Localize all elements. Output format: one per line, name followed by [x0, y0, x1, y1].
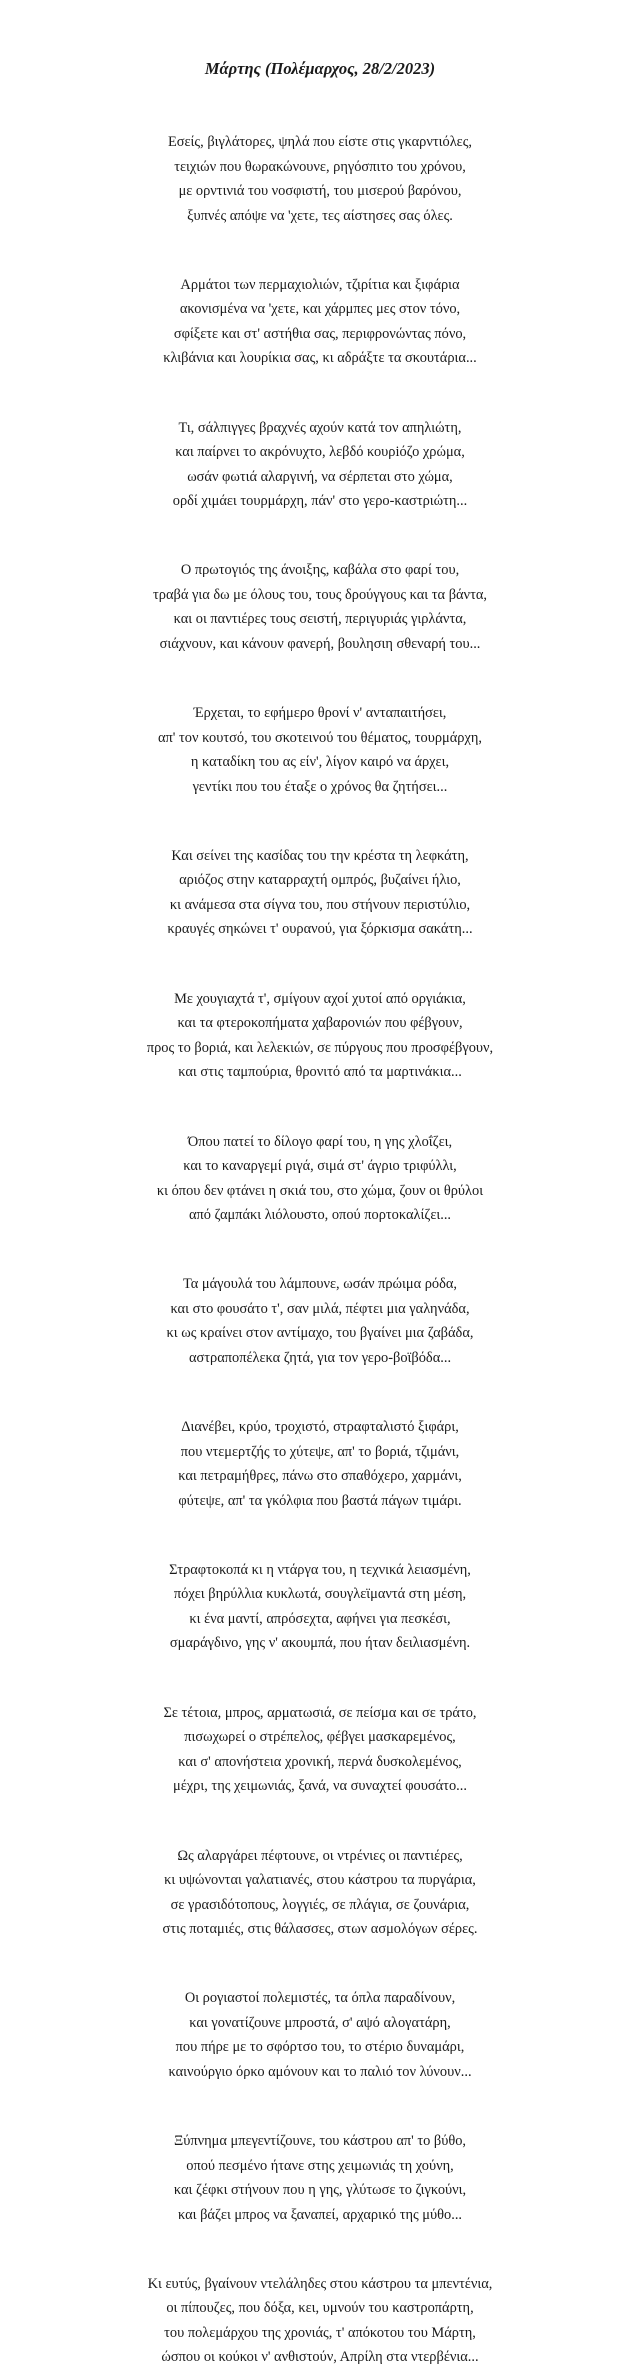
- verse-line: αστραποπέλεκα ζητά, για τον γερο-βοϊβόδα...: [188, 1349, 452, 1366]
- stanza: [0, 987, 640, 1085]
- poem-title: Μάρτης (Πολέμαρχος, 28/2/2023): [204, 59, 436, 78]
- verse-line: Οι ρογιαστοί πολεμιστές, τα όπλα παραδίνουν,: [184, 1990, 456, 2007]
- verse-line: και πετραμήθρες, πάνω στο σπαθόχερο, χαρμάνι,: [178, 1468, 462, 1485]
- stanza: [0, 1701, 640, 1799]
- verse-line: οπού πεσμένο ήτανε στης χειμωνιάς τη χούνη,: [186, 2157, 454, 2174]
- verse-line: στις ποταμιές, στις θάλασσες, στων ασμολόγων σέρες.: [162, 1921, 478, 1938]
- verse-line: σε γρασιδότοπους, λογγιές, σε πλάγια, σε ζουνάρια,: [170, 1896, 470, 1913]
- verse-line: και στο φουσάτο τ', σαν μιλά, πέφτει μια γαληνάδα,: [170, 1300, 470, 1317]
- stanza: [0, 1986, 640, 2084]
- stanza: [0, 1130, 640, 1228]
- verse-line: οι πίπουζες, που δόξα, κει, υμνούν του καστροπάρτη,: [166, 2300, 474, 2317]
- verse-line: ώσπου οι κούκοι ν' ανθιστούν, Απρίλη στα ντερβένια...: [161, 2349, 479, 2366]
- verse-line: η καταδίκη του ας είν', λίγον καιρό να άρχει,: [190, 754, 450, 771]
- verse-line: μέχρι, της χειμωνιάς, ξανά, να συναχτεί φουσάτο...: [173, 1778, 467, 1795]
- verse-line: ξυπνές απόψε να 'χετε, τες αίστησες σας όλες.: [187, 207, 453, 224]
- verse-line: και ζέφκι στήνουν που η γης, γλύτωσε το ζιγκούνι,: [173, 2182, 467, 2199]
- verse-line: Όπου πατεί το δίλογο φαρί του, η γης χλοΐζει,: [187, 1133, 453, 1150]
- verse-line: Τα μάγουλά του λάμπουνε, ωσάν πρώιμα ρόδα,: [182, 1276, 458, 1293]
- poem-body: [0, 130, 640, 2370]
- verse-line: τραβά για δω με όλους του, τους δρούγγους και τα βάντα,: [153, 586, 487, 603]
- stanza: [0, 1415, 640, 1513]
- verse-line: πισωχωρεί ο στρέπελος, φέβγει μασκαρεμένος,: [184, 1729, 456, 1746]
- verse-line: Ως αλαργάρει πέφτουνε, οι ντρένιες οι παντιέρες,: [177, 1847, 463, 1864]
- verse-line: Αρμάτοι των περμαχιολιών, τζιρίτια και ξιφάρια: [180, 276, 460, 293]
- verse-line: και το καναργεμί ριγά, σιμά στ' άγριο τριφύλλι,: [183, 1158, 457, 1175]
- verse-line: Διανέβει, κρύο, τροχιστό, στραφταλιστό ξιφάρι,: [181, 1419, 459, 1436]
- verse-line: και βάζει μπρος να ξαναπεί, αρχαρικό της μύθο...: [177, 2206, 463, 2223]
- verse-line: κι όπου δεν φτάνει η σκιά του, στο χώμα, ζουν οι θρύλοι: [156, 1182, 484, 1199]
- verse-line: και στις ταμπούρια, θρονιτό από τα μαρτινάκια...: [178, 1064, 462, 1081]
- verse-line: ορδί χιμάει τουρμάρχη, πάν' στο γερο-καστριώτη...: [172, 493, 468, 510]
- stanza: [0, 1558, 640, 1656]
- stanza: [0, 701, 640, 799]
- verse-line: σμαράγδινο, γης ν' ακουμπά, που ήταν δειλιασμένη.: [169, 1635, 471, 1652]
- verse-line: Κι ευτύς, βγαίνουν ντελάληδες στου κάστρου τα μπεντένια,: [147, 2275, 493, 2292]
- verse-line: ακονισμένα να 'χετε, και χάρμπες μες στον τόνο,: [179, 301, 461, 318]
- verse-line: γεντίκι που του έταξε ο χρόνος θα ζητήσει...: [192, 778, 448, 795]
- verse-line: προς το βοριά, και λελεκιών, σε πύργους που προσφέβγουν,: [146, 1039, 494, 1056]
- verse-line: και παίρνει το ακρόνυχτο, λεβδό κουρiόζο χρώμα,: [175, 444, 465, 461]
- verse-line: από ζαμπάκι λιόλουστο, οπού πορτοκαλίζει...: [188, 1207, 452, 1224]
- verse-line: κραυγές σηκώνει τ' ουρανού, για ξόρκισμα σακάτη...: [167, 921, 473, 938]
- verse-line: που πήρε με το σφόρτσο του, το στέριο δυναμάρι,: [175, 2039, 465, 2056]
- verse-line: σφίξετε και στ' αστήθια σας, περιφρονώντας πόνο,: [173, 325, 467, 342]
- verse-line: που ντεμερτζής το χύτεψε, απ' το βοριά, τζιμάνι,: [180, 1443, 460, 1460]
- verse-line: και σ' απονήστεια χρονική, περνά δυσκολεμένος,: [178, 1753, 462, 1770]
- verse-line: Ξύπνημα μπεγεντίζουνε, του κάστρου απ' το βύθο,: [173, 2133, 467, 2150]
- verse-line: φύτεψε, απ' τα γκόλφια που βαστά πάγων τιμάρι.: [178, 1492, 462, 1509]
- verse-line: και γονατίζουνε μπροστά, σ' αψό αλογατάρη,: [189, 2014, 451, 2031]
- stanza: [0, 2272, 640, 2370]
- verse-line: και οι παντιέρες τους σειστή, περιγυριάς γιρλάντα,: [173, 611, 467, 628]
- verse-line: ωσάν φωτιά αλαργινή, να σέρπεται στο χώμα,: [187, 468, 453, 485]
- stanza: [0, 558, 640, 656]
- stanza: [0, 844, 640, 942]
- stanza: [0, 130, 640, 228]
- verse-line: Σε τέτοια, μπρος, αρματωσιά, σε πείσμα και σε τράτο,: [163, 1704, 477, 1721]
- verse-line: Με χουγιαχτά τ', σμίγουν αχοί χυτοί από οργιάκια,: [174, 990, 466, 1007]
- verse-line: Ο πρωτογιός της άνοιξης, καβάλα στο φαρί του,: [180, 562, 460, 579]
- verse-line: και τα φτεροκοπήματα χαβαρονιών που φέβγουν,: [177, 1015, 463, 1032]
- verse-line: με ορντινιά του νοσφιστή, του μισερού βαρόνου,: [178, 183, 462, 199]
- stanza: [0, 273, 640, 371]
- verse-line: του πολεμάρχου της χρονιάς, τ' απόκοτου του Μάρτη,: [164, 2324, 476, 2341]
- verse-line: τειχιών που θωρακώνουνε, ρηγόσπιτο του χρόνου,: [174, 158, 466, 175]
- verse-line: πόχει βηρύλλια κυκλωτά, σουγλεϊμαντά στη μέση,: [173, 1586, 467, 1603]
- verse-line: Έρχεται, το εφήμερο θρονί ν' ανταπαιτήσει,: [193, 705, 447, 722]
- stanza: [0, 2129, 640, 2227]
- stanza: [0, 1844, 640, 1942]
- verse-line: απ' τον κουτσό, του σκοτεινού του θέματος, τουρμάρχη,: [158, 729, 482, 746]
- verse-line: Και σείνει της κασίδας του την κρέστα τη λεφκάτη,: [171, 847, 469, 864]
- stanza: [0, 416, 640, 514]
- verse-line: καινούργιο όρκο αμόνουν και το παλιό τον λύνουν...: [168, 2063, 472, 2080]
- verse-line: Τι, σάλπιγγες βραχνές αχούν κατά τον απηλιώτη,: [178, 419, 462, 436]
- verse-line: κι ένα μαντί, απρόσεχτα, αφήνει για πεσκέσι,: [189, 1610, 451, 1627]
- verse-line: σιάχνουν, και κάνουν φανερή, βουλησιη σθεναρή του...: [159, 635, 481, 652]
- verse-line: αριόζος στην καταρραχτή ομπρός, βυζαίνει ήλιο,: [179, 872, 461, 889]
- stanza: [0, 1272, 640, 1370]
- verse-line: κι ανάμεσα στα σίγνα του, που στήνουν περιστύλιο,: [169, 896, 471, 913]
- verse-line: κι υψώνονται γαλατιανές, στου κάστρου τα πυργάρια,: [164, 1872, 476, 1889]
- verse-line: Εσείς, βιγλάτορες, ψηλά που είστε στις γκαρντιόλες,: [167, 134, 473, 150]
- verse-line: κι ως κραίνει στον αντίμαχο, του βγαίνει μια ζαβάδα,: [166, 1325, 474, 1342]
- verse-line: Στραφτοκοπά κι η ντάργα του, η τεχνικά λειασμένη,: [169, 1561, 471, 1578]
- verse-line: κλιβάνια και λουρίκια σας, κι αδράξτε τα σκουτάρια...: [163, 350, 477, 367]
